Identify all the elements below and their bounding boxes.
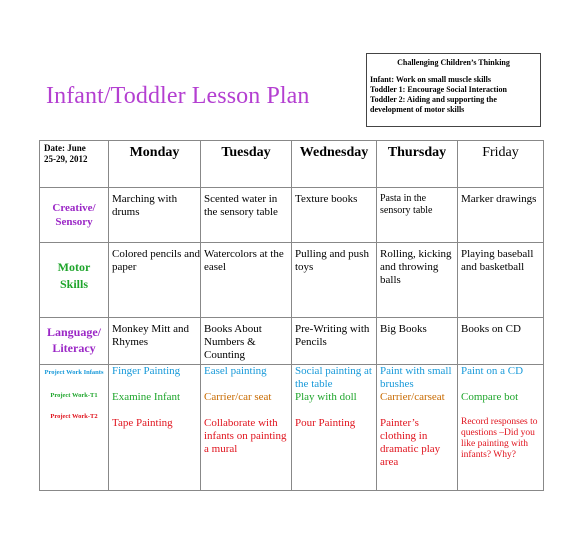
cell: Marching with drums [109, 188, 201, 243]
day-header-monday: Monday [109, 141, 201, 188]
box-line: Toddler 1: Encourage Social Interaction [370, 85, 507, 94]
project-t2: Painter’s clothing in dramatic play area [380, 417, 441, 468]
project-infants: Easel painting [204, 365, 267, 377]
project-t2: Collaborate with infants on painting a mural [204, 417, 287, 455]
date-line: Date: June [44, 143, 86, 153]
day-header-thursday: Thursday [377, 141, 458, 188]
cell: Watercolors at the easel [201, 243, 292, 318]
row-label-line: Language/ [46, 325, 101, 339]
cell: Pasta in the sensory table [377, 188, 458, 243]
cell: Monkey Mitt and Rhymes [109, 318, 201, 365]
cell: Books on CD [458, 318, 544, 365]
project-t1: Play with doll [295, 391, 357, 403]
header-row [40, 141, 544, 188]
box-lines [367, 68, 540, 115]
day-header-friday: Friday [458, 141, 544, 188]
cell: Texture books [292, 188, 377, 243]
row-label-creative [40, 188, 109, 243]
cell: Scented water in the sensory table [201, 188, 292, 243]
cell: Rolling, kicking and throwing balls [377, 243, 458, 318]
project-cell-monday [109, 365, 201, 491]
project-t1: Carrier/carseat [380, 391, 445, 403]
project-cell-friday [458, 365, 544, 491]
project-label-t2: Project Work-T2 [50, 413, 98, 420]
project-infants: Paint on a CD [461, 365, 524, 377]
project-cell-tuesday [201, 365, 292, 491]
project-t1: Examine Infant [112, 391, 181, 403]
project-t1: Carrier/car seat [204, 391, 272, 403]
cell: Colored pencils and paper [109, 243, 201, 318]
row-label-line: Motor [57, 260, 91, 274]
project-t2: Tape Painting [112, 417, 173, 429]
row-label-line: Literacy [52, 341, 96, 355]
box-line: development of motor skills [370, 105, 465, 114]
project-t2: Record responses to questions –Did you like painting with infants? Why? [461, 417, 538, 460]
project-infants: Social painting at the table [295, 365, 372, 390]
project-label-t1: Project Work-T1 [50, 392, 98, 399]
project-cell-wednesday [292, 365, 377, 491]
date-cell [40, 141, 109, 188]
table-row [40, 318, 544, 365]
date-line: 25-29, 2012 [44, 154, 88, 164]
lesson-plan-table [39, 140, 544, 491]
row-label-language [40, 318, 109, 365]
cell: Pre-Writing with Pencils [292, 318, 377, 365]
table-row [40, 188, 544, 243]
cell: Playing baseball and basketball [458, 243, 544, 318]
row-label-motor [40, 243, 109, 318]
cell: Big Books [377, 318, 458, 365]
day-header-wednesday: Wednesday [292, 141, 377, 188]
project-infants: Finger Painting [112, 365, 181, 377]
challenging-thinking-box [366, 53, 541, 127]
table-row [40, 243, 544, 318]
row-label-line: Sensory [55, 216, 93, 228]
box-line: Toddler 2: Aiding and supporting the [370, 95, 497, 104]
day-header-tuesday: Tuesday [201, 141, 292, 188]
row-label-line: Skills [59, 277, 89, 291]
box-line: Infant: Work on small muscle skills [370, 75, 491, 84]
box-title: Challenging Children’s Thinking [397, 58, 510, 67]
project-infants: Paint with small brushes [380, 365, 452, 390]
project-labels-cell [40, 365, 109, 491]
project-work-row [40, 365, 544, 491]
cell: Marker drawings [458, 188, 544, 243]
cell: Pulling and push toys [292, 243, 377, 318]
page-title: Infant/Toddler Lesson Plan [46, 83, 310, 109]
project-cell-thursday [377, 365, 458, 491]
row-label-line: Creative/ [52, 202, 96, 214]
project-label-infants: Project Work Infants [44, 369, 104, 376]
project-t2: Pour Painting [295, 417, 356, 429]
cell: Books About Numbers & Counting [201, 318, 292, 365]
project-t1: Compare bot [461, 391, 519, 403]
